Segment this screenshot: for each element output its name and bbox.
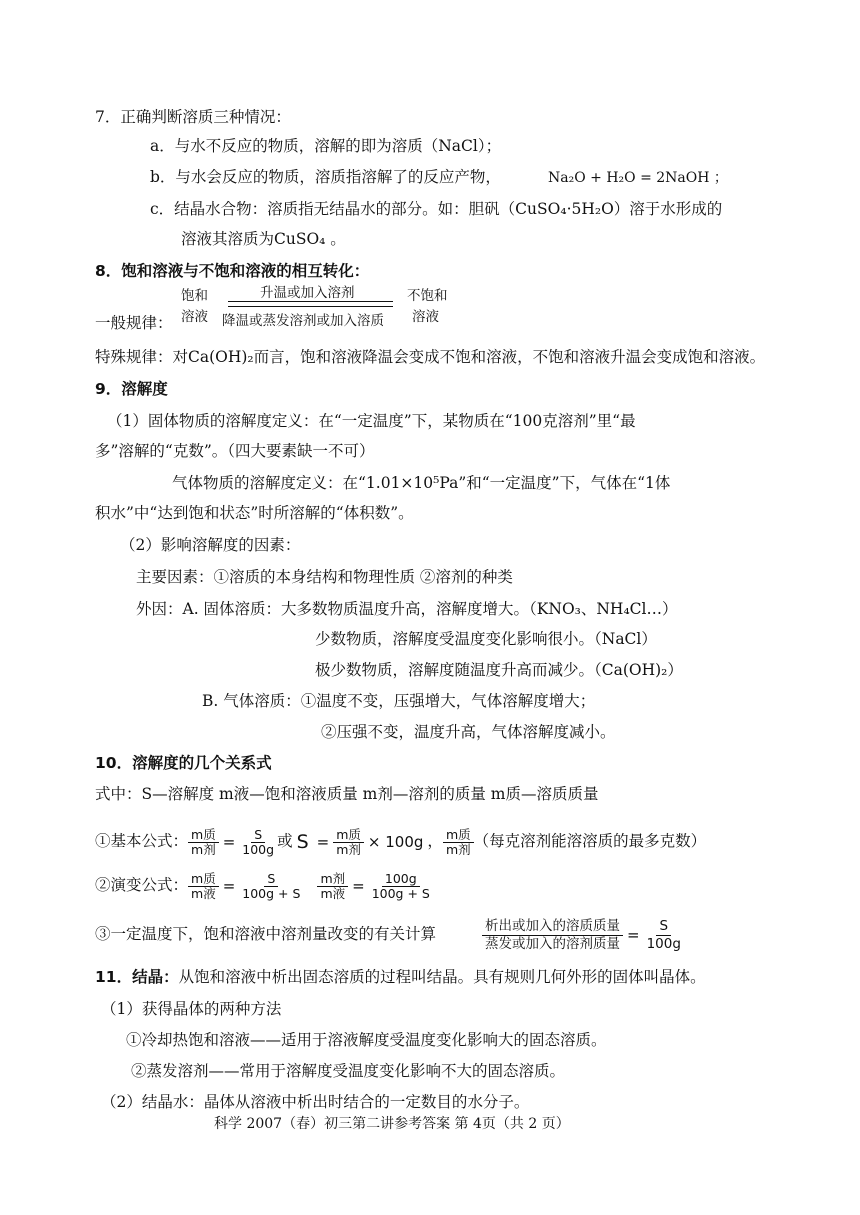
fraction-mzhi-over-mji-2: $\frac{\text{m质}}{\text{m剂}}$	[333, 828, 364, 857]
special-rule: 特殊规律：对Ca(OH)₂而言，饱和溶液降温会变成不饱和溶液，不饱和溶液升温会变成饱和溶液。	[95, 348, 766, 366]
arrow-backward	[228, 306, 393, 307]
section-7-title: 7．正确判断溶质三种情况：	[95, 108, 291, 126]
external-solid-rare: 极少数物质，溶解度随温度升高而减少。（Ca(OH)₂）	[315, 661, 683, 679]
fraction-s-over-100g: $\frac{S}{100g}$	[242, 826, 275, 857]
method-cooling: ①冷却热饱和溶液——适用于溶液解度受温度变化影响大的固态溶质。	[126, 1031, 607, 1049]
saturated-solution-top: 饱和	[181, 288, 208, 304]
calc-formula-label: ③一定温度下，饱和溶液中溶剂量改变的有关计算	[95, 925, 437, 943]
formula-legend: 式中：S—溶解度 m液—饱和溶液质量 m剂—溶剂的质量 m质—溶质质量	[95, 785, 599, 803]
external-solid-most: 外因：A. 固体溶质：大多数物质温度升高，溶解度增大。（KNO₃、NH₄Cl…）	[136, 600, 678, 618]
crystal-methods-heading: （1）获得晶体的两种方法	[101, 1000, 282, 1018]
section-7-item-c-line1: c．结晶水合物：溶质指无结晶水的部分。如：胆矾（CuSO₄·5H₂O）溶于水形成的	[150, 200, 723, 218]
solid-solubility-def-line1: （1）固体物质的溶解度定义：在“一定温度”下，某物质在“100克溶剂”里“最	[107, 412, 636, 430]
basic-formula-note: （每克溶剂能溶溶质的最多克数）	[473, 832, 707, 850]
arrow-forward	[228, 301, 393, 302]
solid-solubility-def-line2: 多”溶解的“克数”。（四大要素缺一不可）	[95, 442, 375, 460]
external-gas-pressure: B. 气体溶质：①温度不变，压强增大，气体溶解度增大；	[202, 692, 596, 710]
fraction-s-over-100g-plus-s: $\frac{S}{100g + S}$	[242, 870, 301, 901]
calc-formula-row: ③一定温度下，饱和溶液中溶剂量改变的有关计算 $\frac{\text{析出或加入的溶质质量}}{\text{蒸发或加入的溶剂质量}}$ = $\frac{S}{100g}$	[95, 914, 684, 955]
unsaturated-solution-top: 不饱和	[407, 288, 448, 304]
arrow-label-top: 升温或加入溶剂	[260, 285, 355, 301]
main-factors: 主要因素：①溶质的本身结构和物理性质 ②溶剂的种类	[136, 568, 513, 586]
external-gas-temperature: ②压强不变，温度升高，气体溶解度减小。	[321, 723, 616, 741]
fraction-mzhi-over-mye: $\frac{\text{m质}}{\text{m液}}$	[188, 872, 219, 901]
basic-formula-row: ①基本公式： $\frac{\text{m质}}{\text{m剂}}$ = $\frac{S}{100g}$ 或 S = $\frac{\text{m质}}{\text{m剂}}$ × 100g ， $\frac{\text{m质}}{\text{m剂}}$ （每克溶剂能溶溶质的最多克数）	[95, 826, 707, 857]
unsaturated-solution-bottom: 溶液	[412, 309, 439, 325]
section-10-title: 10．溶解度的几个关系式	[95, 754, 272, 772]
fraction-100g-over-100g-plus-s: $\frac{100g}{100g + S}$	[371, 870, 430, 901]
saturated-solution-bottom: 溶液	[181, 309, 208, 325]
section-7-item-a: a．与水不反应的物质，溶解的即为溶质（NaCl）；	[150, 137, 502, 155]
section-7-item-b-equation: Na₂O + H₂O = 2NaOH ；	[548, 170, 728, 186]
section-8-title: 8．饱和溶液与不饱和溶液的相互转化：	[95, 262, 370, 280]
derived-formula-label: ②演变公式：	[95, 876, 189, 894]
page-footer: 科学 2007（春）初三第二讲参考答案 第 4页（共 2 页）	[214, 1116, 570, 1132]
water-of-crystallization: （2）结晶水：晶体从溶液中析出时结合的一定数目的水分子。	[101, 1093, 530, 1111]
fraction-solute-over-solvent: $\frac{\text{析出或加入的溶质质量}}{\text{蒸发或加入的溶剂质量}}$	[482, 918, 623, 953]
section-11-definition: 从饱和溶液中析出固态溶质的过程叫结晶。具有规则几何外形的固体叫晶体。	[178, 968, 706, 986]
factors-heading: （2）影响溶解度的因素：	[120, 536, 301, 554]
section-9-title: 9．溶解度	[95, 380, 168, 398]
fraction-mzhi-over-mji-3: $\frac{\text{m质}}{\text{m剂}}$	[443, 828, 474, 857]
fraction-mji-over-mye: $\frac{\text{m剂}}{\text{m液}}$	[317, 872, 348, 901]
external-solid-few: 少数物质，溶解度受温度变化影响很小。（NaCl）	[315, 630, 657, 648]
derived-formula-row: ②演变公式： $\frac{\text{m质}}{\text{m液}}$ = $\frac{S}{100g + S}$ $\frac{\text{m剂}}{\text{m液}}$ = $\frac{100g}{100g + S}$	[95, 866, 433, 905]
fraction-s-over-100g-calc: $\frac{S}{100g}$	[646, 917, 681, 952]
fraction-mzhi-over-mji: $\frac{\text{m质}}{\text{m剂}}$	[188, 828, 219, 857]
gas-solubility-def-line2: 积水”中“达到饱和状态”时所溶解的“体积数”。	[95, 504, 414, 522]
section-11-title: 11．结晶：	[95, 968, 179, 986]
or-text: 或	[277, 832, 293, 850]
section-11-title-row	[95, 966, 706, 988]
section-7-item-b: b．与水会反应的物质，溶质指溶解了的反应产物，	[150, 168, 501, 186]
general-rule-label: 一般规律：	[95, 314, 173, 332]
arrow-label-bottom: 降温或蒸发溶剂或加入溶质	[222, 313, 384, 329]
gas-solubility-def-line1: 气体物质的溶解度定义：在“1.01×10⁵Pa”和“一定温度”下，气体在“1体	[172, 474, 671, 492]
section-7-item-c-line2: 溶液其溶质为CuSO₄ 。	[181, 230, 346, 248]
basic-formula-label: ①基本公式：	[95, 832, 189, 850]
method-evaporation: ②蒸发溶剂——常用于溶解度受温度变化影响不大的固态溶质。	[131, 1062, 566, 1080]
